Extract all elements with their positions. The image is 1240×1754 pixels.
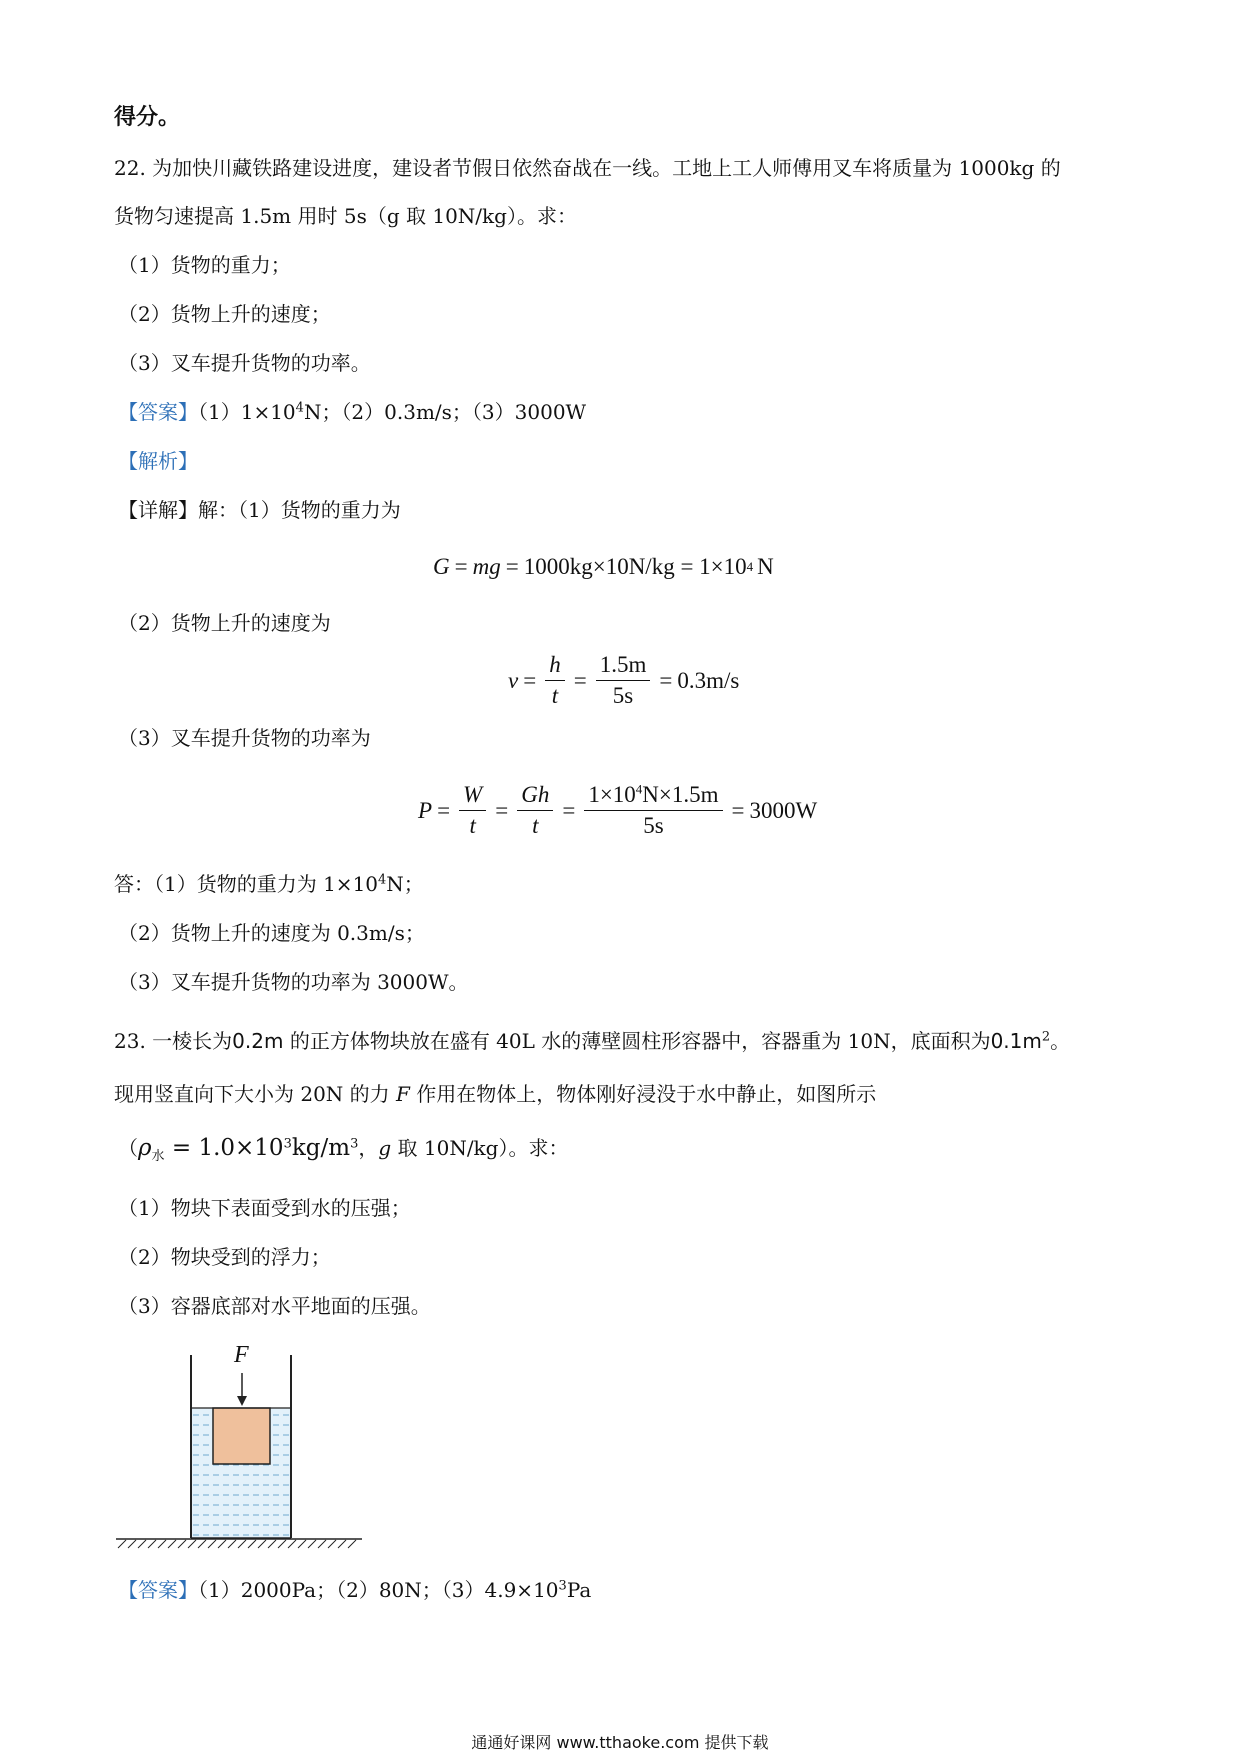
q22-sub-3: （3）叉车提升货物的功率。 [118,351,371,375]
force-arrow-head [237,1396,247,1406]
detail-tag: 【详解】 [118,498,198,522]
formula-p: P [418,797,433,823]
sup-four: 4 [295,400,304,416]
analysis-tag: 【解析】 [118,449,198,473]
formula-unit: N [757,554,774,579]
formula-result: 3000W [749,797,818,823]
formula-power: P = $\frac{W}{t}$ = $\frac{Gh}{t}$ = $\frac{1\times 10^4N\times 1.5m}{5s}$ = 3000W [418,780,817,841]
formula-v: v [508,667,519,693]
q23-sub-3: （3）容器底部对水平地面的压强。 [118,1294,431,1318]
frac-den: 5s [643,813,664,838]
formula-speed: v = $\frac{h}{t}$ = $\frac{1.5m}{5s}$ = 0.3m/s [508,650,739,711]
force-label: F [234,1342,249,1368]
formula-weight: G = mg = 1000kg×10N/kg = 1×10 4 N [433,554,774,579]
formula-mg: mg [472,554,501,579]
q23-stem-line-1: 23. 一棱长为0.2m 的正方体物块放在盛有 40L 水的薄壁圆柱形容器中，容器重为 10N，底面积为$0.1m^2$。 [114,1029,1071,1053]
frac-den: t [551,683,559,708]
frac-num: $1\times 10^4N\times 1.5m$ [584,780,722,811]
q22-conclusion-1: 答：（1）货物的重力为 $1\times 10^4N$； [114,872,424,896]
q22-stem-line-1: 22. 为加快川藏铁路建设进度，建设者节假日依然奋战在一线。工地上工人师傅用叉车将质量为 1000kg 的 [114,156,1061,180]
detail-text: 解：（1）货物的重力为 [198,498,401,522]
q23-stem-line-3: （$\rho_水 = 1.0\times 10^3kg/m^3$，g 取 10N/kg）。求： [118,1135,569,1164]
q22-answer [118,398,586,426]
q22-detail-1 [118,496,401,524]
frac-num: 1.5m [596,650,651,681]
q22-detail-2: （2）货物上升的速度为 [118,611,331,635]
answer-tag: 【答案】 [118,1578,198,1602]
q22-conclusion-3: （3）叉车提升货物的功率为 3000W。 [118,970,469,994]
q23-sub-2: （2）物块受到的浮力； [118,1245,331,1269]
q22-sub-1: （1）货物的重力； [118,253,291,277]
fraction-h-t [545,650,565,711]
formula-result: 0.3m/s [677,667,740,693]
page-footer: 通通好课网 www.tthaoke.com 提供下载 [471,1733,769,1752]
frac-num: W [459,780,486,811]
score-tail: 得分。 [114,104,181,130]
answer-text-a: （1）1×10 [198,400,296,424]
q23-sub-1: （1）物块下表面受到水的压强； [118,1196,411,1220]
frac-num: h [545,650,565,681]
q22-sub-2: （2）货物上升的速度； [118,302,331,326]
fraction-gh-t [517,780,553,841]
ground-hatching [118,1540,356,1548]
formula-g: G [433,554,450,579]
fraction-w-t [459,780,486,841]
answer-tag: 【答案】 [118,400,198,424]
q23-stem-line-2: 现用竖直向下大小为 20N 的力 F 作用在物体上，物体刚好浸没于水中静止，如图所示 [114,1082,877,1106]
fraction-values [584,780,722,841]
q22-detail-3: （3）叉车提升货物的功率为 [118,726,371,750]
frac-den: t [532,813,539,838]
q22-stem-line-2: 货物匀速提高 1.5m 用时 5s（g 取 10N/kg）。求： [114,204,577,228]
frac-num: Gh [517,780,553,811]
fraction-values [596,650,651,711]
q23-answer: 【答案】（1）2000Pa；（2）80N；$(3)4.9\times 10^3Pa$ [118,1578,592,1602]
q22-analysis [118,447,198,475]
answer-text-b: N；（2）0.3m/s；（3）3000W [303,400,587,424]
frac-den: t [469,813,476,838]
cube-block [213,1408,270,1464]
q22-conclusion-2: （2）货物上升的速度为 0.3m/s； [118,921,425,945]
formula-rest: 1000kg×10N/kg = 1×10 [523,554,747,579]
frac-den: 5s [612,683,634,708]
container-figure [112,1340,372,1570]
